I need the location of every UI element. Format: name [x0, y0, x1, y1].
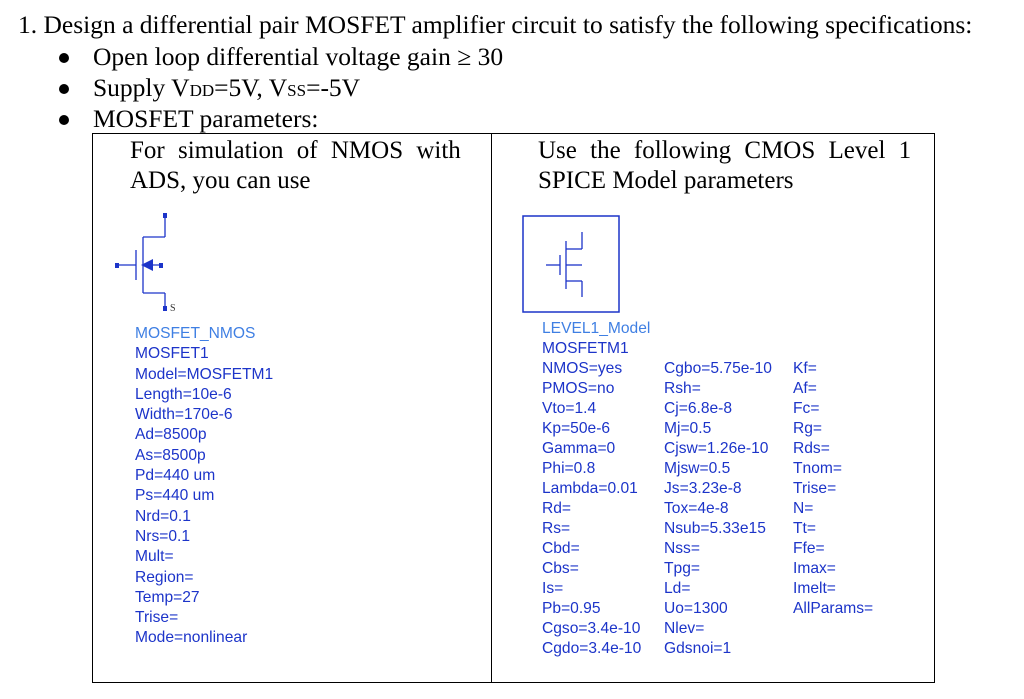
vdd-value: =5V, V — [214, 73, 288, 102]
param-item: Gdsnoi=1 — [664, 640, 732, 657]
bullet-icon — [59, 53, 69, 63]
param-item: Kp=50e-6 — [542, 420, 611, 437]
param-item: Ld= — [664, 580, 691, 597]
level1-model-header[interactable] — [542, 319, 650, 360]
param-item: PMOS=no — [542, 380, 615, 397]
vdd-subscript: DD — [189, 81, 215, 100]
param-item: Uo=1300 — [664, 600, 728, 617]
param-item: Js=3.23e-8 — [664, 480, 742, 497]
vss-subscript: SS — [287, 81, 307, 100]
param-item: Cgso=3.4e-10 — [542, 620, 641, 637]
param-item: Imelt= — [793, 580, 836, 597]
model-params-col2 — [664, 359, 772, 659]
param-item: Nss= — [664, 540, 700, 557]
param-item: Nlev= — [664, 620, 705, 637]
param-item: Af= — [793, 380, 817, 397]
param-item: Cj=6.8e-8 — [664, 400, 733, 417]
param-item: Cgbo=5.75e-10 — [664, 360, 772, 377]
param-item: As=8500p — [135, 446, 206, 464]
right-header-line2: SPICE Model parameters — [538, 167, 794, 194]
param-item: Nsub=5.33e15 — [664, 520, 766, 537]
spec-supply-text — [93, 73, 360, 103]
ads-param-list — [135, 365, 273, 649]
param-item: Width=170e-6 — [135, 406, 233, 424]
param-item: Rds= — [793, 440, 830, 457]
bulk-pin[interactable] — [159, 263, 163, 268]
problem-heading — [18, 10, 972, 40]
drain-pin[interactable] — [163, 213, 167, 218]
param-item: Cjsw=1.26e-10 — [664, 440, 769, 457]
param-item: Tox=4e-8 — [664, 500, 729, 517]
model-params-col1 — [542, 359, 641, 659]
param-item: Mult= — [135, 548, 174, 566]
param-item: Vto=1.4 — [542, 400, 597, 417]
vss-value: =-5V — [306, 73, 361, 102]
param-item: Length=10e-6 — [135, 385, 232, 403]
param-item: Tpg= — [664, 560, 700, 577]
param-item: Tnom= — [793, 460, 842, 477]
param-item: Trise= — [793, 480, 837, 497]
param-item: Cbs= — [542, 560, 579, 577]
param-item: NMOS=yes — [542, 360, 623, 377]
param-item: Cgdo=3.4e-10 — [542, 640, 642, 657]
param-item: Trise= — [135, 609, 179, 627]
param-item: Nrd=0.1 — [135, 507, 191, 525]
param-item: Ad=8500p — [135, 426, 207, 444]
model-instance: MOSFETM1 — [542, 340, 629, 358]
right-header-line1: Use the following CMOS Level 1 — [538, 137, 912, 164]
left-header-line2: ADS, you can use — [130, 167, 311, 194]
spec-gain-text: Open loop differential voltage gain ≥ 30 — [93, 42, 504, 71]
left-header-line1: For simulation of NMOS with — [130, 137, 461, 164]
ads-component-params[interactable] — [135, 324, 273, 649]
param-item: Ffe= — [793, 540, 825, 557]
param-item: Tt= — [793, 520, 816, 537]
param-item: Fc= — [793, 400, 820, 417]
param-item: Gamma=0 — [542, 440, 616, 457]
gate-pin[interactable] — [115, 263, 119, 268]
param-item: Ps=440 um — [135, 487, 215, 505]
component-type: MOSFET_NMOS — [135, 325, 256, 342]
param-item: Mjsw=0.5 — [664, 460, 731, 477]
problem-number: 1. — [18, 10, 38, 39]
param-item: AllParams= — [793, 600, 874, 617]
param-item: Rsh= — [664, 380, 701, 397]
param-item: Mode=nonlinear — [135, 629, 248, 647]
model-params-col3 — [793, 359, 873, 619]
model-box — [523, 216, 619, 312]
component-instance: MOSFET1 — [135, 345, 209, 363]
spec-mosfet-text: MOSFET parameters: — [93, 104, 319, 133]
param-item: Pd=440 um — [135, 467, 216, 485]
problem-heading-text: Design a differential pair MOSFET amplifier circuit to satisfy the following specifications: — [43, 10, 973, 39]
param-item: Phi=0.8 — [542, 460, 596, 477]
param-item: Rg= — [793, 420, 823, 437]
param-item: Imax= — [793, 560, 836, 577]
param-item: Nrs=0.1 — [135, 527, 191, 545]
param-item: Mj=0.5 — [664, 420, 712, 437]
model-type: LEVEL1_Model — [542, 320, 651, 337]
level1-model-icon[interactable] — [522, 215, 622, 315]
bullet-icon — [59, 115, 69, 125]
bullet-icon — [59, 84, 69, 94]
param-item: Is= — [542, 580, 564, 597]
param-item: Temp=27 — [135, 588, 200, 606]
left-header — [130, 136, 480, 196]
param-item: Rs= — [542, 520, 571, 537]
param-item: Region= — [135, 568, 194, 586]
table-divider — [491, 133, 492, 683]
right-header — [538, 136, 923, 196]
param-item: Cbd= — [542, 540, 580, 557]
param-item: Kf= — [793, 360, 817, 377]
supply-prefix: Supply V — [93, 73, 190, 102]
param-item: Model=MOSFETM1 — [135, 365, 274, 383]
nmos-transistor-icon[interactable] — [110, 208, 190, 318]
param-item: Rd= — [542, 500, 572, 517]
param-item: Lambda=0.01 — [542, 480, 638, 497]
source-pin[interactable] — [163, 306, 167, 311]
source-pin-label: S — [170, 303, 176, 314]
param-item: Pb=0.95 — [542, 600, 601, 617]
param-item: N= — [793, 500, 814, 517]
